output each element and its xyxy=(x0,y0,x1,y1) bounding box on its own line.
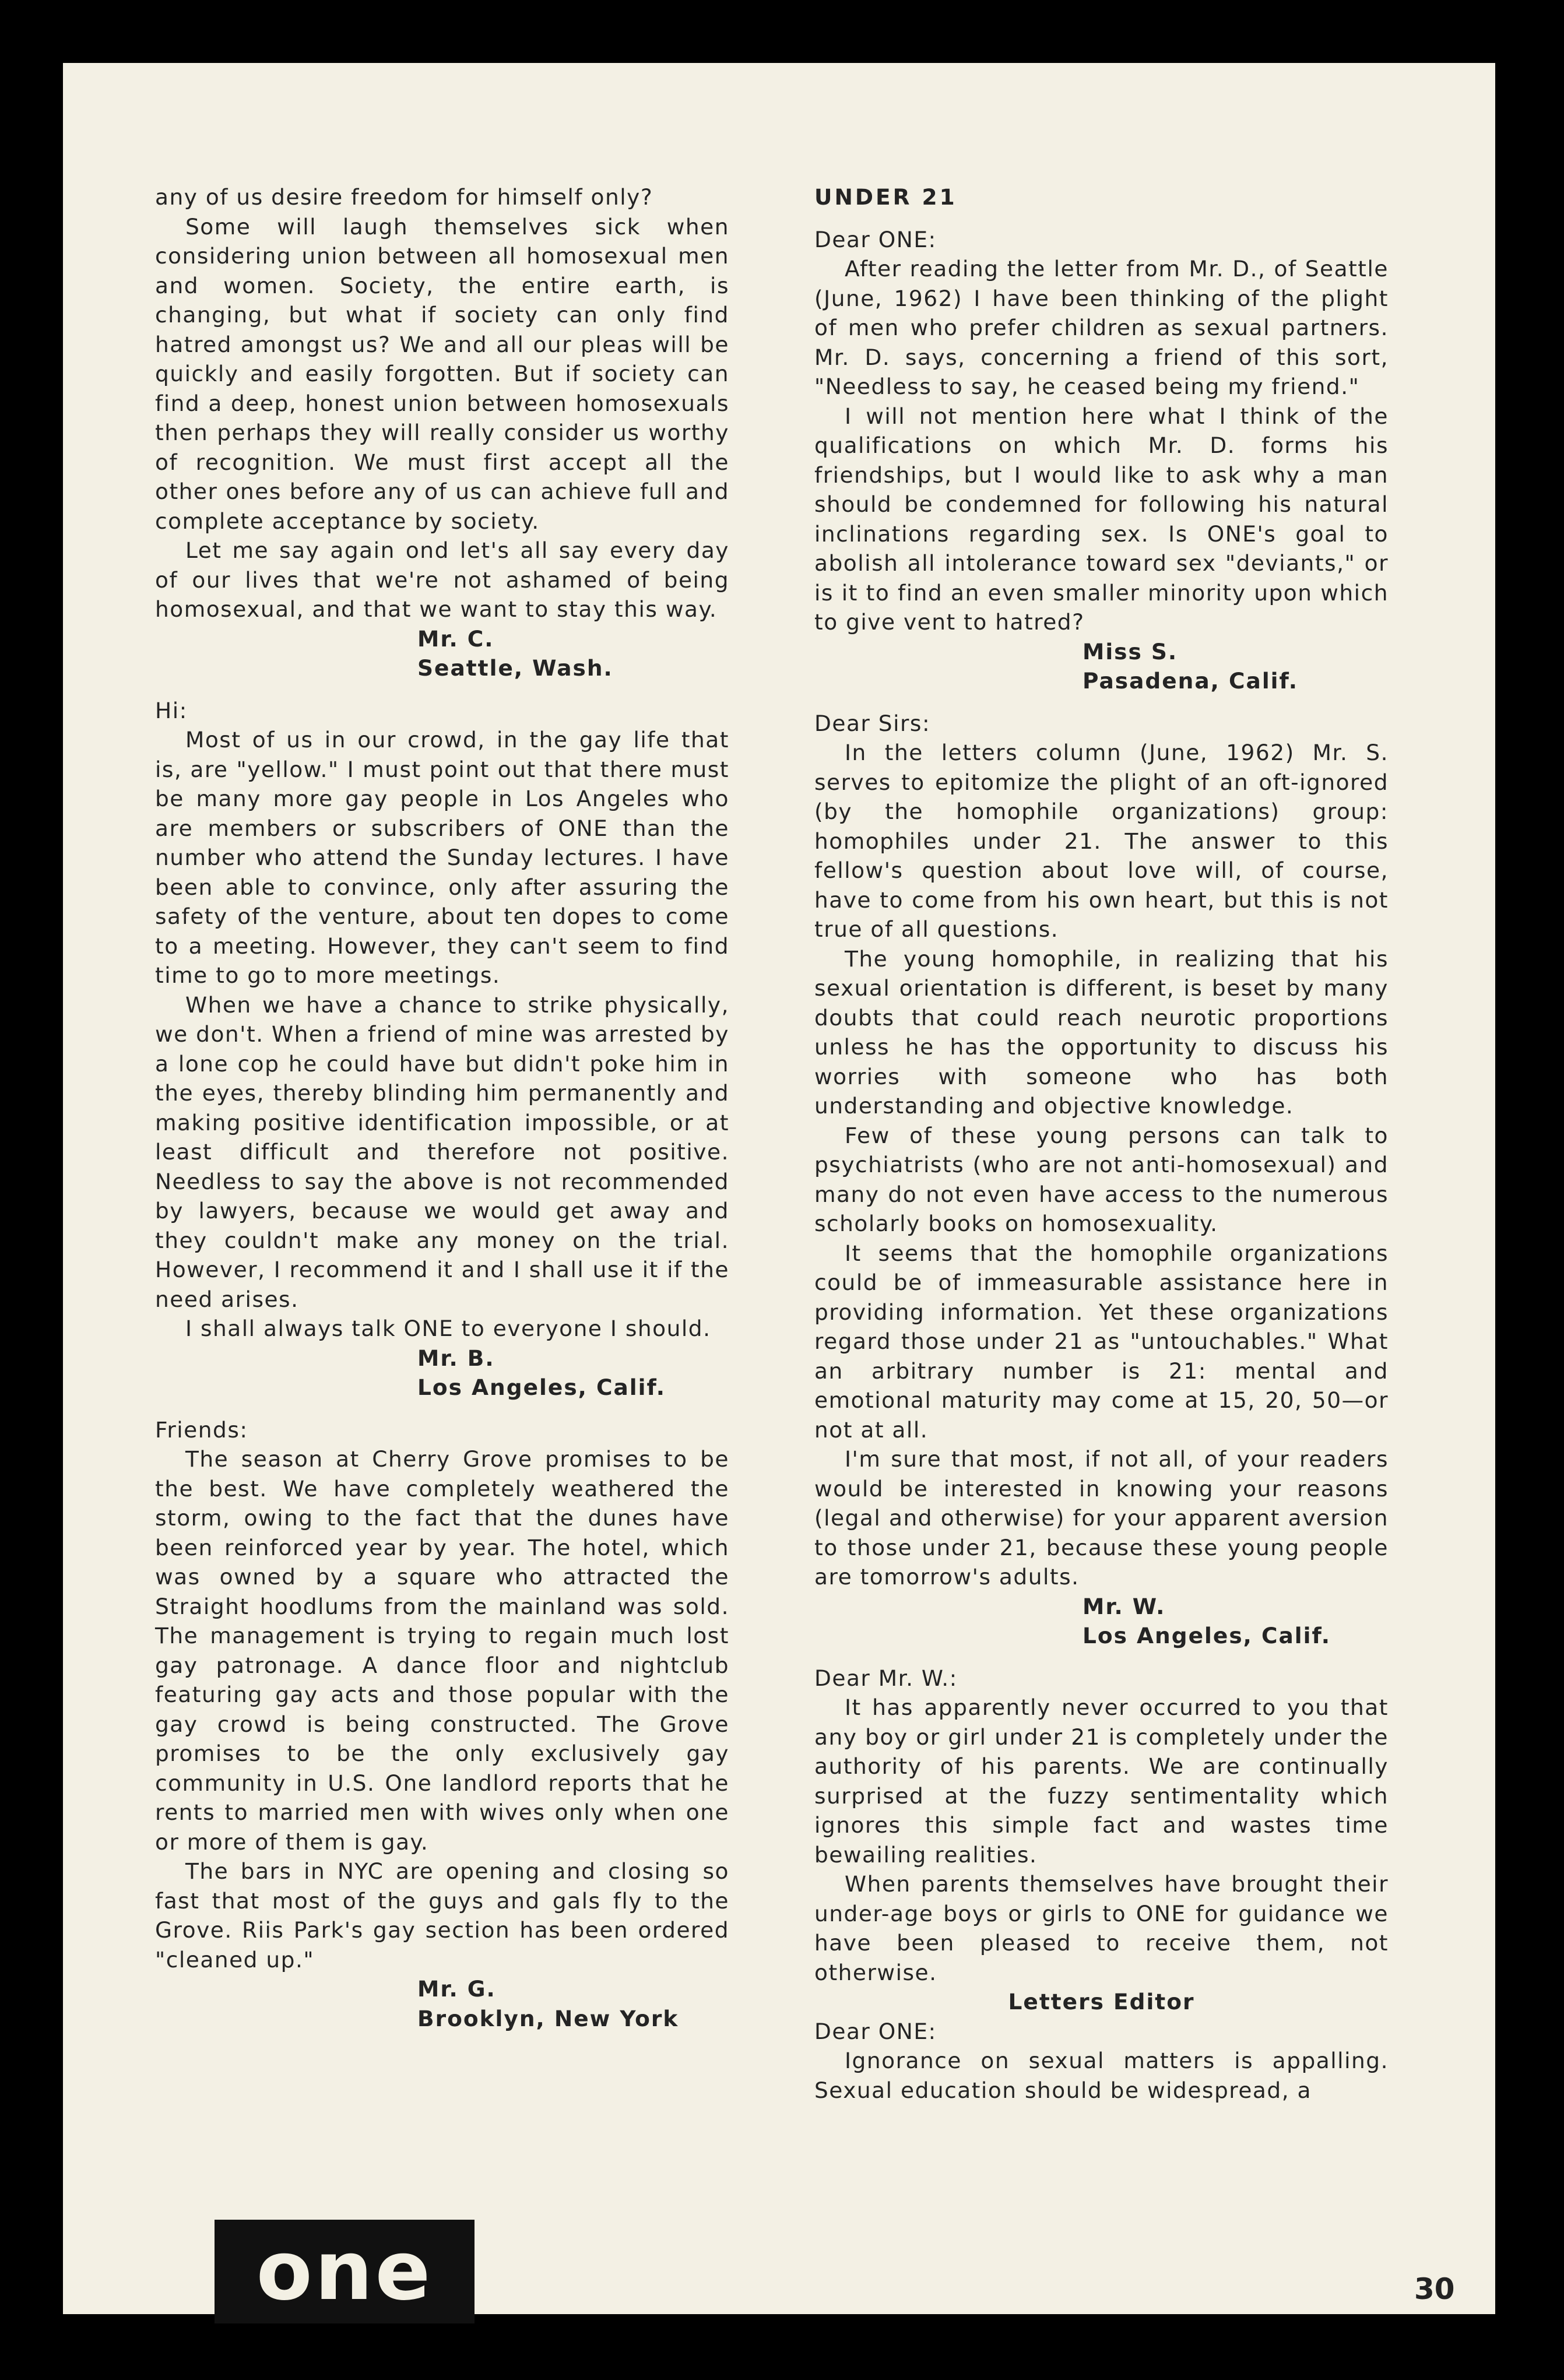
paragraph: After reading the letter from Mr. D., of Seattle (June, 1962) I have been thinking of the plight of men who prefer children as sexual partners. Mr. D. says, concerning a friend of this sort, "Needless to say, he ceased being my friend." xyxy=(814,256,1389,399)
signature-name: Mr. B. xyxy=(417,1345,495,1371)
section-heading: UNDER 21 xyxy=(814,184,957,210)
paragraph: Some will laugh themselves sick when considering union between all homosexual men and women. Society, the entire earth, is changing, but what if society can only find hatred amongst us? We and all our pleas will be quickly and easily forgotten. But if society can find a deep, honest union between homosexuals then perhaps they will really consider us worthy of recognition. We must first accept all the other ones before any of us can achieve full and complete acceptance by society. xyxy=(155,213,729,534)
signature-name: Mr. C. xyxy=(417,625,494,652)
paragraph: It seems that the homophile organizations could be of immeasurable assistance here in providing information. Yet these organizations regard those under 21 as "untouchables." What an arbitrary number is 21: mental and emotional maturity may come at 15, 20, 50—or not at all. xyxy=(814,1240,1389,1443)
signature-location: Los Angeles, Calif. xyxy=(1083,1623,1331,1648)
salutation: Dear ONE: xyxy=(814,2018,937,2044)
signature-name: Mr. G. xyxy=(417,1976,496,2002)
salutation: Hi: xyxy=(155,697,188,723)
paragraph: The bars in NYC are opening and closing so fast that most of the guys and gals fly to the Grove. Riis Park's gay section has been ordered "cleaned up." xyxy=(155,1858,729,1973)
paragraph: When parents themselves have brought their under-age boys or girls to ONE for guidance we have been pleased to receive them, not otherwise. xyxy=(814,1871,1389,1985)
salutation: Dear ONE: xyxy=(814,226,937,252)
magazine-page xyxy=(63,63,1495,2319)
page-number: 30 xyxy=(1414,2272,1455,2306)
signature-location: Pasadena, Calif. xyxy=(1083,668,1299,694)
signature-name: Mr. W. xyxy=(1083,1593,1166,1619)
salutation: Dear Mr. W.: xyxy=(814,1665,958,1691)
paragraph: Few of these young persons can talk to psychiatrists (who are not anti-homosexual) and many do not even have access to the numerous scholarly books on homosexuality. xyxy=(814,1122,1389,1236)
left-column xyxy=(155,182,729,2033)
signature-location: Los Angeles, Calif. xyxy=(417,1374,666,1400)
right-column xyxy=(814,182,1389,2105)
paragraph: The young homophile, in realizing that his sexual orientation is different, is beset by many doubts that could reach neurotic proportions unless he has the opportunity to discuss his worries with someone who has both understanding and objective knowledge. xyxy=(814,945,1389,1119)
paragraph: It has apparently never occurred to you that any boy or girl under 21 is completely under the authority of his parents. We are continually surprised at the fuzzy sentimentality which ignores this simple fact and wastes time bewailing realities. xyxy=(814,1695,1389,1868)
paragraph: When we have a chance to strike physically, we don't. When a friend of mine was arrested by a lone cop he could have but didn't poke him in the eyes, thereby blinding him permanently and making positive identification impossible, or at least difficult and therefore not positive. Needless to say the above is not recommended by lawyers, because we would get away and they couldn't make any money on the trial. However, I recommend it and I shall use it if the need arises. xyxy=(155,992,729,1312)
signature-name: Miss S. xyxy=(1083,638,1178,665)
salutation: Dear Sirs: xyxy=(814,710,931,736)
paragraph: any of us desire freedom for himself only? xyxy=(155,184,653,210)
paragraph: Let me say again ond let's all say every day of our lives that we're not ashamed of being homosexual, and that we want to stay this way. xyxy=(155,537,729,622)
paragraph: I will not mention here what I think of the qualifications on which Mr. D. forms his friendships, but I would like to ask why a man should be condemned for following his natural inclinations regarding sex. Is ONE's goal to abolish all intolerance toward sex "deviants," or is it to find an even smaller minority upon which to give vent to hatred? xyxy=(814,403,1389,635)
paragraph: I shall always talk ONE to everyone I should. xyxy=(185,1316,711,1341)
paragraph: Most of us in our crowd, in the gay life that is, are "yellow." I must point out that there must be many more gay people in Los Angeles who are members or subscribers of ONE than the number who attend the Sunday lectures. I have been able to convince, only after assuring the safety of the venture, about ten dopes to come to a meeting. However, they can't seem to find time to go to more meetings. xyxy=(155,727,729,988)
one-logo: one xyxy=(215,2220,475,2323)
paragraph: The season at Cherry Grove promises to be the best. We have completely weathered the storm, owing to the fact that the dunes have been reinforced year by year. The hotel, which was owned by a square who attracted the Straight hoodlums from the mainland was sold. The management is trying to regain much lost gay patronage. A dance floor and nightclub featuring gay acts and those popular with the gay crowd is being constructed. The Grove promises to be the only exclusively gay community in U.S. One landlord reports that he rents to married men with wives only when one or more of them is gay. xyxy=(155,1446,729,1855)
paragraph: I'm sure that most, if not all, of your readers would be interested in knowing your reasons (legal and otherwise) for your apparent aversion to those under 21, because these young people are tomorrow's adults. xyxy=(814,1446,1389,1590)
signature-location: Seattle, Wash. xyxy=(417,655,613,681)
salutation: Friends: xyxy=(155,1416,248,1443)
signature-location: Brooklyn, New York xyxy=(417,2005,679,2031)
editor-signature: Letters Editor xyxy=(1008,1989,1195,2015)
paragraph: Ignorance on sexual matters is appalling. Sexual education should be widespread, a xyxy=(814,2048,1389,2103)
paragraph: In the letters column (June, 1962) Mr. S. serves to epitomize the plight of an oft-ignored (by the homophile organizations) group: homophiles under 21. The answer to this fellow's question about love will, of course, have to come from his own heart, but this is not true of all questions. xyxy=(814,740,1389,942)
